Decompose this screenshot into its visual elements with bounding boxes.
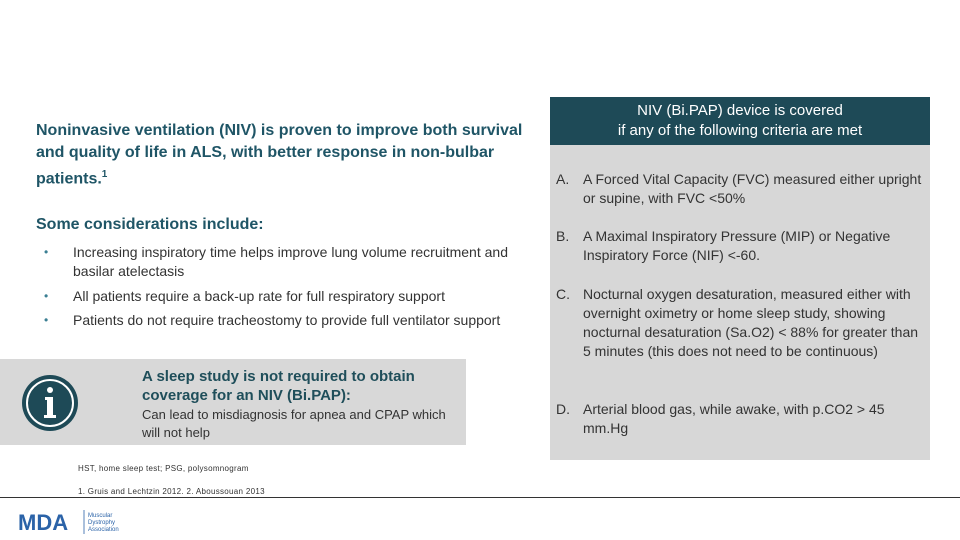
intro-statement [36,120,526,190]
criteria-header [550,97,930,145]
references-footnote: 1. Gruis and Lechtzin 2012. 2. Aboussouan 2013 [78,487,265,496]
criterion-c [556,285,926,385]
criterion-letter: D. [556,401,570,417]
criterion-letter: B. [556,228,570,244]
logo-text-1: Muscular [88,513,113,519]
info-icon [22,375,78,431]
criterion-a [556,170,926,210]
criterion-d [556,400,926,440]
criterion-text: Nocturnal oxygen desaturation, measured either with overnight oximetry or home sleep study, showing nocturnal desaturation (Sa.O2) < 88% for greater than 5 minutes (this does not need to be continuous) [583,286,919,359]
criteria-header-line2: if any of the following criteria are met [617,122,863,139]
footer-divider [0,497,960,498]
criterion-b [556,227,926,267]
logo-text-3: Association [88,527,119,533]
criterion-text: A Forced Vital Capacity (FVC) measured either upright or supine, with FVC <50% [583,171,922,206]
info-title: A sleep study is not required to obtain coverage for an NIV (Bi.PAP): [142,368,415,404]
bullet-text: Patients do not require tracheostomy to provide full ventilator support [73,312,501,328]
intro-text: Noninvasive ventilation (NIV) is proven to improve both survival and quality of life in ALS, with better response in non-bulbar patients. [36,122,523,188]
bullet-icon: • [44,289,49,303]
abbreviations-footnote: HST, home sleep test; PSG, polysomnogram [78,464,249,473]
bullet-icon: • [44,313,49,327]
bullet-item [44,287,514,307]
criterion-letter: A. [556,171,570,187]
logo-text-2: Dystrophy [88,520,116,526]
logo-mark: MDA [18,510,69,535]
criteria-header-line1: NIV (Bi.PAP) device is covered [637,102,843,119]
criterion-text: A Maximal Inspiratory Pressure (MIP) or Negative Inspiratory Force (NIF) <-60. [583,228,891,263]
info-subtitle: Can lead to misdiagnosis for apnea and CPAP which will not help [142,407,446,440]
bullet-text: Increasing inspiratory time helps improve lung volume recruitment and basilar atelectasis [73,244,508,279]
criterion-letter: C. [556,286,570,302]
bullet-item [44,311,514,351]
mda-logo [18,508,148,536]
bullet-item [44,243,514,283]
intro-citation: 1 [101,169,108,180]
bullet-text: All patients require a back-up rate for full respiratory support [73,288,445,304]
considerations-heading: Some considerations include: [36,216,264,233]
criterion-text: Arterial blood gas, while awake, with p.CO2 > 45 mm.Hg [583,401,885,436]
bullet-icon: • [44,245,49,259]
